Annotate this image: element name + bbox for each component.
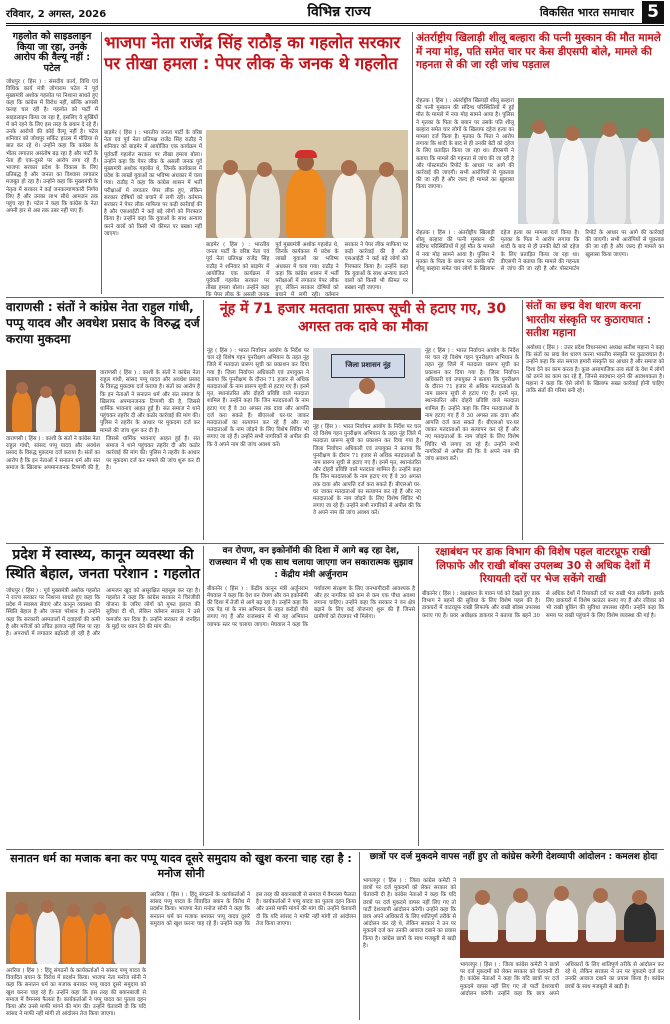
column-rule	[203, 546, 204, 846]
paper-name: विकसित भारत समाचार	[539, 6, 634, 19]
column-rule	[359, 852, 360, 1020]
story-sanatan	[6, 852, 356, 890]
story-gehlot	[6, 546, 200, 846]
story-left-top-headline: गहलोत को साइडलाइन किया जा रहा, उनके आरोप की वैल्यू नहीं : पटेल	[12, 31, 92, 74]
section-rule	[6, 297, 664, 298]
story-sanatan-body-lower	[6, 968, 146, 1020]
story-students-headline: छात्रों पर दर्ज मुकदमे वापस नहीं हुए तो कांग्रेस करेगी देशव्यापी आंदोलन : कमलश होदा	[369, 852, 658, 862]
story-sanatan-body-cont: अररिया ( हिंस ) : हिंदू संगठनों के कार्यकर्ताओं ने सांसद पप्पू यादव के विवादित बयान के विरोध में प्रदर्शन किया। भाजपा नेता मनोज सोनी ने कहा कि सनातन धर्म का मजाक बनाकर पप्पू यादव दूसरे समुदाय को खुश करना चाह रहे हैं। उन्होंने कहा कि इस तरह की बयानबाजी से समाज में वैमनस्य फैलता है। कार्यकर्ताओं ने पप्पू यादव का पुतला दहन किया और उनसे माफी मांगने की मांग की। उन्होंने चेतावनी दी कि यदि सांसद ने माफी नहीं मांगी तो आंदोलन तेज किया जाएगा।	[6, 968, 146, 1018]
story-students-body-cont: भागलपुर ( हिंस ) : जिला कांग्रेस कमेटी ने छात्रों पर दर्ज मुकदमों को लेकर सरकार को चेतावनी दी है। कांग्रेस नेताओं ने कहा कि यदि छात्रों पर दर्ज मुकदमे वापस नहीं लिए गए तो पार्टी देशव्यापी आंदोलन करेगी। उन्होंने कहा कि छात्र अपने अधिकारों के लिए शांतिपूर्ण तरीके से आंदोलन कर रहे थे, लेकिन सरकार ने उन पर मुकदमे दर्ज कर उनकी आवाज दबाने का प्रयास किया है। कांग्रेस छात्रों के साथ मजबूती से खड़ी है।	[460, 962, 664, 997]
story-rakhi	[422, 546, 664, 846]
story-voterlist-body-cont2: नूंह ( हिंस ) : भारत निर्वाचन आयोग के निर्देश पर चल रहे विशेष गहन पुनरीक्षण अभियान के तहत नूंह जिले में मतदाता प्रारूप सूची का प्रकाशन कर दिया गया है। जिला निर्वाचन अधिकारी एवं उपायुक्त ने बताया कि पुनरीक्षण के दौरान 71 हजार से अधिक मतदाताओं के नाम प्रारूप सूची से हटाए गए हैं। इनमें मृत, स्थानांतरित और दोहरी प्रविष्टि वाले मतदाता शामिल हैं। उन्होंने कहा कि जिन मतदाताओं के नाम हटाए गए हैं वे 30 अगस्त तक दावा और आपत्ति दर्ज करा सकते हैं। बीएलओ घर-घर जाकर मतदाताओं का सत्यापन कर रहे हैं और नए मतदाताओं के नाम जोड़ने के लिए विशेष शिविर भी लगाए जा रहे हैं। उन्होंने सभी नागरिकों से अपील की कि वे अपने नाम की जांच अवश्य करें।	[313, 424, 421, 517]
story-bjp-body: बाड़मेर ( हिंस ) : भारतीय जनता पार्टी के वरिष्ठ नेता एवं पूर्व नेता प्रतिपक्ष राजेंद्र सिंह राठौड़ ने शनिवार को बाड़मेर में आयोजित एक कार्यक्रम में पूर्ववर्ती गहलोत सरकार पर तीखा हमला बोला। उन्होंने कहा कि पेपर लीक के असली जनक पूर्व मुख्यमंत्री अशोक गहलोत थे, जिनके कार्यकाल में प्रदेश के लाखों युवाओं का भविष्य अंधकार में चला गया। राठौड़ ने कहा कि कांग्रेस शासन में भर्ती परीक्षाओं में लगातार पेपर लीक हुए, लेकिन सरकार दोषियों को बचाने में लगी रही। वर्तमान सरकार ने पेपर लीक माफिया पर कड़ी कार्रवाई की है और एसआईटी ने कई बड़े लोगों को गिरफ्तार किया है। उन्होंने कहा कि युवाओं के साथ अन्याय करने वालों को किसी भी कीमत पर बख्शा नहीं जाएगा।	[104, 130, 202, 237]
masthead	[6, 4, 664, 26]
story-bjp-body-wrap	[104, 130, 202, 294]
story-varanasi-body: वाराणसी ( हिंस ) : काशी के संतों ने कांग्रेस नेता राहुल गांधी, सांसद पप्पू यादव और अवधेश प्रसाद के विरुद्ध मुकदमा दर्ज कराया है। संतों का आरोप है कि इन नेताओं ने सनातन धर्म और संत समाज के खिलाफ अपमानजनक टिप्पणी की है, जिससे धार्मिक भावनाएं आहत हुई हैं। संत समाज ने थाने पहुंचकर तहरीर दी और कठोर कार्रवाई की मांग की। पुलिस ने तहरीर के आधार पर मुकदमा दर्ज कर मामले की जांच शुरू कर दी है।	[100, 370, 200, 434]
story-rakhi-body: बीकानेर ( हिंस ) : रक्षाबंधन के पावन पर्व को देखते हुए डाक विभाग ने बहनों की सुविधा के लिए विशेष पहल की है। डाकघरों में वाटरप्रूफ राखी लिफाफे और राखी बॉक्स उपलब्ध कराए गए हैं। प्रवर अधीक्षक डाकघर ने बताया कि बहनें 30 से अधिक देशों में रियायती दरों पर राखी भेज सकेंगी। इसके लिए डाकघरों में विशेष काउंटर बनाए गए हैं और रविवार को भी राखी बुकिंग की सुविधा उपलब्ध रहेगी। उन्होंने कहा कि समय पर राखी पहुंचाने के लिए विशेष व्यवस्था की गई है।	[422, 590, 664, 619]
story-students-body-wrap	[363, 878, 456, 1020]
story-varanasi-body-wrap	[100, 370, 200, 432]
voterlist-photo	[313, 348, 421, 420]
column-rule	[522, 300, 523, 540]
story-sanatan-headline: सनातन धर्म का मजाक बना कर पप्पू यादव दूसरे समुदाय को खुश करना चाह रहा है : मनोज सोनी	[10, 852, 352, 880]
story-varanasi-body-cont: वाराणसी ( हिंस ) : काशी के संतों ने कांग्रेस नेता राहुल गांधी, सांसद पप्पू यादव और अवधेश प्रसाद के विरुद्ध मुकदमा दर्ज कराया है। संतों का आरोप है कि इन नेताओं ने सनातन धर्म और संत समाज के खिलाफ अपमानजनक टिप्पणी की है, जिससे धार्मिक भावनाएं आहत हुई हैं। संत समाज ने थाने पहुंचकर तहरीर दी और कठोर कार्रवाई की मांग की। पुलिस ने तहरीर के आधार पर मुकदमा दर्ज कर मामले की जांच शुरू कर दी है।	[6, 436, 200, 471]
story-bahlara-body-cont: रोहतक ( हिंस ) : अंतर्राष्ट्रीय खिलाड़ी शीलू बल्हारा की पत्नी मुस्कान की संदिग्ध परिस्थितियों में हुई मौत के मामले में नया मोड़ सामने आया है। पुलिस ने मृतका के पिता के बयान पर उसके पति शीलू बल्हारा समेत चार लोगों के खिलाफ दहेज हत्या का मामला दर्ज किया है। मृतका के पिता ने आरोप लगाया कि शादी के बाद से ही उनकी बेटी को दहेज के लिए प्रताड़ित किया जा रहा था। डीएसपी ने बताया कि मामले की गहनता से जांच की जा रही है और पोस्टमार्टम रिपोर्ट के आधार पर आगे की कार्रवाई की जाएगी। सभी आरोपियों से पूछताछ की जा रही है और जल्द ही मामले का खुलासा किया जाएगा।	[416, 230, 664, 273]
story-bahlara-body-wrap	[416, 98, 514, 228]
story-voterlist-body-right	[425, 348, 519, 540]
column-rule	[418, 546, 419, 846]
story-forest-headline: वन रोपण, वन इकोनॉमी की दिशा में आगे बढ़ रहा देश, राजस्थान में भी एक साथ चलाया जाएगा जन सकारात्मक सुझाव : केंद्रीय मंत्री अर्जुनराम	[209, 546, 413, 580]
story-students	[363, 852, 664, 872]
story-students-body: भागलपुर ( हिंस ) : जिला कांग्रेस कमेटी ने छात्रों पर दर्ज मुकदमों को लेकर सरकार को चेतावनी दी है। कांग्रेस नेताओं ने कहा कि यदि छात्रों पर दर्ज मुकदमे वापस नहीं लिए गए तो पार्टी देशव्यापी आंदोलन करेगी। उन्होंने कहा कि छात्र अपने अधिकारों के लिए शांतिपूर्ण तरीके से आंदोलन कर रहे थे, लेकिन सरकार ने उन पर मुकदमे दर्ज कर उनकी आवाज दबाने का प्रयास किया है। कांग्रेस छात्रों के साथ मजबूती से खड़ी है।	[363, 878, 456, 949]
district-board-text: जिला प्रशासन नूंह	[345, 361, 391, 369]
story-forest	[207, 546, 415, 846]
varanasi-photo	[6, 370, 96, 432]
column-rule	[101, 32, 102, 294]
story-mahana	[526, 300, 664, 540]
story-sanatan-body-wrap	[150, 892, 356, 1020]
section-rule	[6, 543, 664, 544]
column-rule	[203, 300, 204, 540]
issue-date: रविवार, 2 अगस्त, 2026	[6, 9, 107, 20]
story-voterlist-body-lower	[313, 424, 421, 540]
column-rule	[412, 32, 413, 294]
section-rule	[6, 849, 664, 850]
story-students-body-lower	[460, 962, 664, 1020]
story-voterlist-headline: नूंह में 71 हजार मतदाता प्रारूप सूची से हटाए गए, 30 अगस्त तक दावे का मौका	[219, 301, 507, 336]
story-left-top-body: जोधपुर ( हिंस ) : संसदीय कार्य, विधि एवं विधिक कार्य मंत्री जोगाराम पटेल ने पूर्व मुख्यमंत्री अशोक गहलोत पर निशाना साधते हुए कहा कि कांग्रेस में विरोध नहीं, बल्कि आपसी कलह चल रही है। गहलोत को पार्टी में साइडलाइन किया जा रहा है, इसलिए वे सुर्खियों में बने रहने के लिए इस तरह के बयान दे रहे हैं। उनके आरोपों की कोई वैल्यू नहीं है। पटेल शनिवार को जोधपुर सर्किट हाउस में मीडिया से बात कर रहे थे। उन्होंने कहा कि कांग्रेस के भीतर लगातार असंतोष बढ़ रहा है और पार्टी के नेता ही एक-दूसरे पर आरोप लगा रहे हैं। भाजपा सरकार प्रदेश के विकास के लिए प्रतिबद्ध है और जनता का विश्वास लगातार मजबूत हो रहा है। उन्होंने कहा कि मुख्यमंत्री के नेतृत्व में सरकार ने कई जनकल्याणकारी निर्णय लिए हैं और उनका लाभ सीधे आमजन तक पहुंच रहा है। पटेल ने कहा कि कांग्रेस के नेता अपनी हार से अब तक उबर नहीं पाए हैं।	[6, 78, 98, 215]
story-rakhi-headline: रक्षाबंधन पर डाक विभाग की विशेष पहल वाटरप्रूफ राखी लिफाफे और राखी बॉक्स उपलब्ध 30 से अधिक देशों में रियायती दरों पर भेज सकेंगे राखी	[435, 546, 651, 586]
story-bjp-body-lower	[206, 242, 408, 299]
story-voterlist-body: नूंह ( हिंस ) : भारत निर्वाचन आयोग के निर्देश पर चल रहे विशेष गहन पुनरीक्षण अभियान के तहत नूंह जिले में मतदाता प्रारूप सूची का प्रकाशन कर दिया गया है। जिला निर्वाचन अधिकारी एवं उपायुक्त ने बताया कि पुनरीक्षण के दौरान 71 हजार से अधिक मतदाताओं के नाम प्रारूप सूची से हटाए गए हैं। इनमें मृत, स्थानांतरित और दोहरी प्रविष्टि वाले मतदाता शामिल हैं। उन्होंने कहा कि जिन मतदाताओं के नाम हटाए गए हैं वे 30 अगस्त तक दावा और आपत्ति दर्ज करा सकते हैं। बीएलओ घर-घर जाकर मतदाताओं का सत्यापन कर रहे हैं और नए मतदाताओं के नाम जोड़ने के लिए विशेष शिविर भी लगाए जा रहे हैं। उन्होंने सभी नागरिकों से अपील की कि वे अपने नाम की जांच अवश्य करें।	[207, 348, 309, 448]
students-press-photo	[460, 878, 664, 958]
story-bahlara-body: रोहतक ( हिंस ) : अंतर्राष्ट्रीय खिलाड़ी शीलू बल्हारा की पत्नी मुस्कान की संदिग्ध परिस्थितियों में हुई मौत के मामले में नया मोड़ सामने आया है। पुलिस ने मृतका के पिता के बयान पर उसके पति शीलू बल्हारा समेत चार लोगों के खिलाफ दहेज हत्या का मामला दर्ज किया है। मृतका के पिता ने आरोप लगाया कि शादी के बाद से ही उनकी बेटी को दहेज के लिए प्रताड़ित किया जा रहा था। डीएसपी ने बताया कि मामले की गहनता से जांच की जा रही है और पोस्टमार्टम रिपोर्ट के आधार पर आगे की कार्रवाई की जाएगी। सभी आरोपियों से पूछताछ की जा रही है और जल्द ही मामले का खुलासा किया जाएगा।	[416, 98, 514, 191]
story-mahana-headline: संतों का छद्म वेश धारण करना भारतीय संस्कृति पर कुठाराघात : सतीश महाना	[526, 300, 652, 340]
bjp-event-photo	[206, 130, 408, 238]
story-left-top	[6, 32, 98, 294]
story-voterlist-body-wrap	[207, 348, 309, 540]
page-number: 5	[642, 1, 664, 23]
story-sanatan-body: अररिया ( हिंस ) : हिंदू संगठनों के कार्यकर्ताओं ने सांसद पप्पू यादव के विवादित बयान के विरोध में प्रदर्शन किया। भाजपा नेता मनोज सोनी ने कहा कि सनातन धर्म का मजाक बनाकर पप्पू यादव दूसरे समुदाय को खुश करना चाह रहे हैं। उन्होंने कहा कि इस तरह की बयानबाजी से समाज में वैमनस्य फैलता है। कार्यकर्ताओं ने पप्पू यादव का पुतला दहन किया और उनसे माफी मांगने की मांग की। उन्होंने चेतावनी दी कि यदि सांसद ने माफी नहीं मांगी तो आंदोलन तेज किया जाएगा।	[150, 892, 356, 927]
story-voterlist-body-cont: नूंह ( हिंस ) : भारत निर्वाचन आयोग के निर्देश पर चल रहे विशेष गहन पुनरीक्षण अभियान के तहत नूंह जिले में मतदाता प्रारूप सूची का प्रकाशन कर दिया गया है। जिला निर्वाचन अधिकारी एवं उपायुक्त ने बताया कि पुनरीक्षण के दौरान 71 हजार से अधिक मतदाताओं के नाम प्रारूप सूची से हटाए गए हैं। इनमें मृत, स्थानांतरित और दोहरी प्रविष्टि वाले मतदाता शामिल हैं। उन्होंने कहा कि जिन मतदाताओं के नाम हटाए गए हैं वे 30 अगस्त तक दावा और आपत्ति दर्ज करा सकते हैं। बीएलओ घर-घर जाकर मतदाताओं का सत्यापन कर रहे हैं और नए मतदाताओं के नाम जोड़ने के लिए विशेष शिविर भी लगाए जा रहे हैं। उन्होंने सभी नागरिकों से अपील की कि वे अपने नाम की जांच अवश्य करें।	[425, 348, 519, 463]
story-bahlara-headline: अंतर्राष्ट्रीय खिलाड़ी शीलू बल्हारा की पत्नी मुस्कान की मौत मामले में नया मोड़, पति समेत चार पर केस डीएसपी बोले, मामले की गहनता से की जा रही जांच पड़ताल	[416, 32, 661, 72]
bahlara-photo	[518, 98, 664, 224]
story-bahlara-body-lower	[416, 230, 664, 294]
story-gehlot-body: जोधपुर ( हिंस ) : पूर्व मुख्यमंत्री अशोक गहलोत ने राज्य सरकार पर निशाना साधते हुए कहा कि प्रदेश में स्वास्थ्य सेवाएं और कानून व्यवस्था की स्थिति बेहाल है और जनता परेशान है। उन्होंने कहा कि सरकारी अस्पतालों में दवाइयों की कमी है और मरीजों को उचित इलाज नहीं मिल पा रहा है। अपराधों में लगातार बढ़ोतरी हो रही है और आमजन खुद को असुरक्षित महसूस कर रहा है। गहलोत ने कहा कि कांग्रेस सरकार ने चिरंजीवी योजना के जरिए लोगों को मुफ्त इलाज की सुविधा दी थी, लेकिन वर्तमान सरकार ने उसे कमजोर कर दिया है। उन्होंने सरकार से जनहित के मुद्दों पर ध्यान देने की मांग की।	[6, 587, 200, 637]
story-bjp-headline: भाजपा नेता राजेंद्र सिंह राठौड़ का गहलोत सरकार पर तीखा हमला : पेपर लीक के जनक थे गहलोत	[104, 33, 401, 74]
story-mahana-body: अयोध्या ( हिंस ) : उत्तर प्रदेश विधानसभा अध्यक्ष सतीश महाना ने कहा कि संतों का छद्म वेश धारण करना भारतीय संस्कृति पर कुठाराघात है। उन्होंने कहा कि संत समाज हमारी संस्कृति का आधार है और समाज को दिशा देने का काम करता है। कुछ असामाजिक तत्व संतों के वेश में लोगों को ठगने का काम कर रहे हैं, जिनसे सावधान रहने की आवश्यकता है। महाना ने कहा कि ऐसे लोगों के खिलाफ सख्त कार्रवाई होनी चाहिए ताकि संतों की गरिमा बनी रहे।	[526, 344, 664, 395]
story-forest-body: बीकानेर ( हिंस ) : केंद्रीय कानून मंत्री अर्जुनराम मेघवाल ने कहा कि देश वन रोपण और वन इकोनॉमी की दिशा में तेजी से आगे बढ़ रहा है। उन्होंने कहा कि एक पेड़ मां के नाम अभियान के तहत करोड़ों पौधे लगाए गए हैं और राजस्थान में भी यह अभियान व्यापक स्तर पर चलाया जाएगा। मेघवाल ने कहा कि पर्यावरण संरक्षण के लिए जनभागीदारी आवश्यक है और हर नागरिक को कम से कम एक पौधा अवश्य लगाना चाहिए। उन्होंने कहा कि सरकार ने वन क्षेत्र बढ़ाने के लिए कई योजनाएं शुरू की हैं जिनसे ग्रामीणों को रोजगार भी मिलेगा।	[207, 585, 415, 628]
story-varanasi-headline: वाराणसी : संतों ने कांग्रेस नेता राहुल गांधी, पप्पू यादव और अवधेश प्रसाद के विरुद्ध दर्ज कराया मुकदमा	[6, 300, 200, 346]
story-gehlot-headline: प्रदेश में स्वास्थ्य, कानून व्यवस्था की स्थिति बेहाल, जनता परेशान : गहलोत	[6, 547, 200, 582]
story-varanasi-body-lower	[6, 436, 200, 540]
section-title: विभिन्न राज्य	[307, 4, 371, 20]
story-bjp-body-cont: बाड़मेर ( हिंस ) : भारतीय जनता पार्टी के वरिष्ठ नेता एवं पूर्व नेता प्रतिपक्ष राजेंद्र सिंह राठौड़ ने शनिवार को बाड़मेर में आयोजित एक कार्यक्रम में पूर्ववर्ती गहलोत सरकार पर तीखा हमला बोला। उन्होंने कहा कि पेपर लीक के असली जनक पूर्व मुख्यमंत्री अशोक गहलोत थे, जिनके कार्यकाल में प्रदेश के लाखों युवाओं का भविष्य अंधकार में चला गया। राठौड़ ने कहा कि कांग्रेस शासन में भर्ती परीक्षाओं में लगातार पेपर लीक हुए, लेकिन सरकार दोषियों को बचाने में लगी रही। वर्तमान सरकार ने पेपर लीक माफिया पर कड़ी कार्रवाई की है और एसआईटी ने कई बड़े लोगों को गिरफ्तार किया है। उन्होंने कहा कि युवाओं के साथ अन्याय करने वालों को किसी भी कीमत पर बख्शा नहीं जाएगा।	[206, 242, 408, 299]
sanatan-protest-photo	[6, 892, 146, 964]
